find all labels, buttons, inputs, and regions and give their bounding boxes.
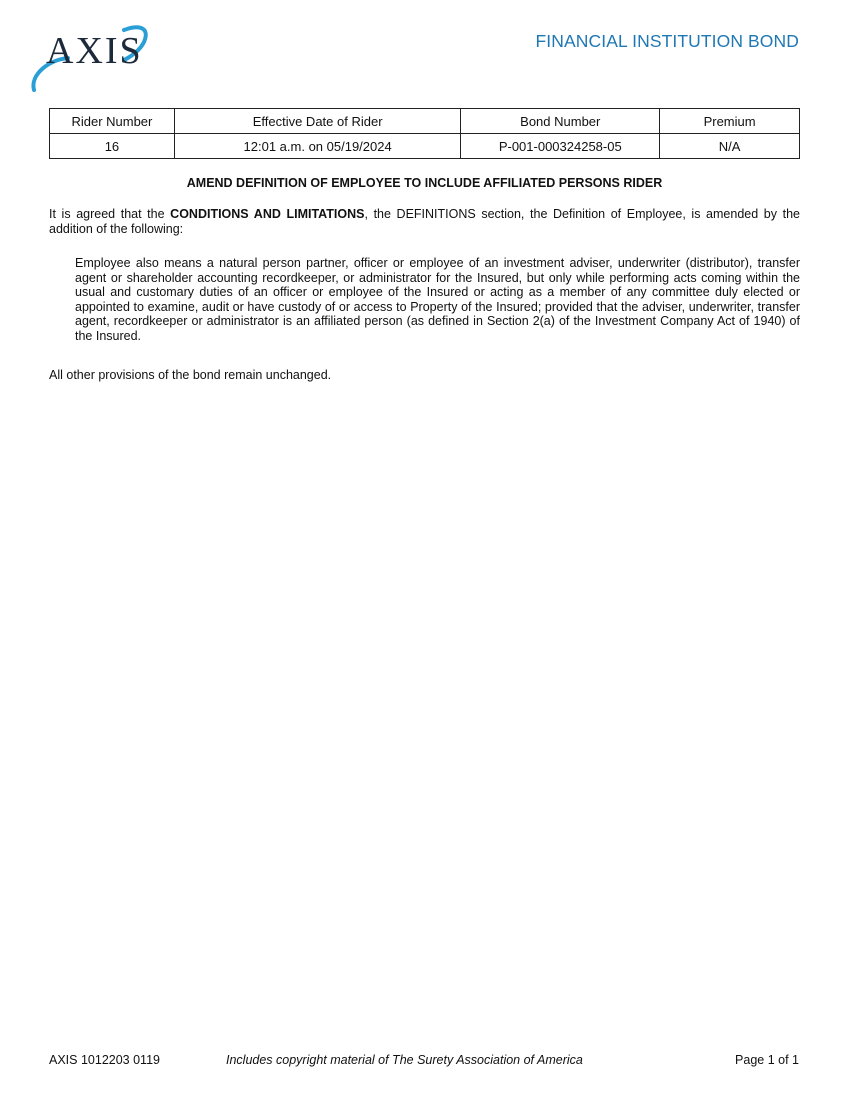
rider-info-table <box>49 108 800 159</box>
intro-text-start: It is agreed that the <box>49 207 171 221</box>
cell-premium: N/A <box>660 134 800 159</box>
document-type-title: FINANCIAL INSTITUTION BOND <box>535 31 799 51</box>
axis-logo <box>28 20 152 96</box>
cell-effective-date: 12:01 a.m. on 05/19/2024 <box>174 134 461 159</box>
table-header-row <box>50 109 800 134</box>
header-effective-date: Effective Date of Rider <box>174 109 461 134</box>
employee-definition-paragraph: Employee also means a natural person partner, officer or employee of an investment adviser, underwriter (distributor), transfer agent or shareholder accounting recordkeeper, or administrator for the Insured, but only while performing acts coming within the usual and customary duties of an officer or employee of the Insured or acting as a member of any committee duly elected or appointed to examine, audit or have custody of or access to Property of the Insured; provided that the adviser, underwriter, transfer agent, recordkeeper or administrator is an affiliated person (as defined in Section 2(a) of the Investment Company Act of 1940) of the Insured. <box>75 256 800 343</box>
cell-rider-number: 16 <box>50 134 175 159</box>
logo-text: AXIS <box>46 30 143 72</box>
closing-paragraph: All other provisions of the bond remain unchanged. <box>49 368 332 382</box>
table-row <box>50 134 800 159</box>
footer-copyright: Includes copyright material of The Surety Association of America <box>226 1053 583 1067</box>
intro-paragraph <box>49 207 800 236</box>
rider-heading: AMEND DEFINITION OF EMPLOYEE TO INCLUDE AFFILIATED PERSONS RIDER <box>186 176 663 190</box>
footer-form-number: AXIS 1012203 0119 <box>49 1053 160 1067</box>
header-bond-number: Bond Number <box>461 109 660 134</box>
intro-text-end: , the DEFINITIONS section, the Definition of Employee, is amended by the addition of the following: <box>49 207 800 236</box>
header-premium: Premium <box>660 109 800 134</box>
cell-bond-number: P-001-000324258-05 <box>461 134 660 159</box>
footer-page-number: Page 1 of 1 <box>735 1053 799 1067</box>
header-rider-number: Rider Number <box>50 109 175 134</box>
intro-bold-text: CONDITIONS AND LIMITATIONS <box>170 207 365 221</box>
